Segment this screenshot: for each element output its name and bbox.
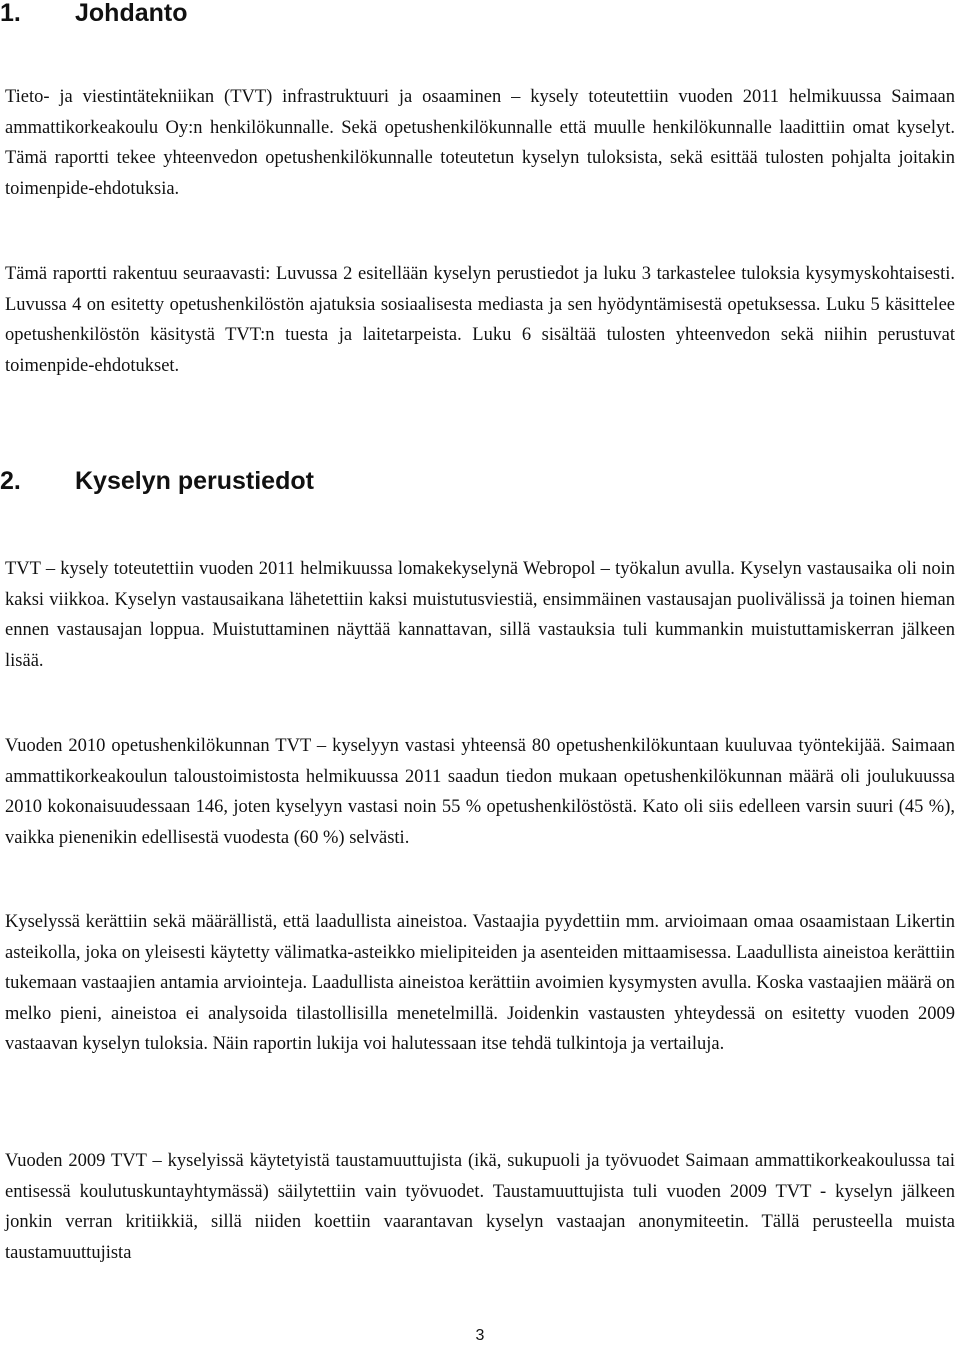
paragraph: Tämä raportti rakentuu seuraavasti: Luvussa 2 esitellään kyselyn perustiedot ja luku 3 tarkastelee tuloksia kysymyskohtaisesti. Luvussa 4 on esitetty opetushenkilöstön ajatuksia sosiaalisesta mediasta ja sen hyödyntämisestä opetuksessa. Luku 5 käsittelee opetushenkilöstön käsitystä TVT:n tuesta ja laitetarpeista. Luku 6 sisältää tulosten yhteenvedon sekä niihin perustuvat toimenpide-ehdotukset. [5, 264, 955, 376]
paragraph: Vuoden 2010 opetushenkilökunnan TVT – kyselyyn vastasi yhteensä 80 opetushenkilökuntaan kuuluvaa työntekijää. Saimaan ammattikorkeakoulun taloustoimistosta helmikuussa 2011 saadun tiedon mukaan opetushenkilökunnan määrä oli joulukuussa 2010 kokonaisuudessaan 146, joten kyselyyn vastasi noin 55 % opetushenkilöstöstä. Kato oli siis edelleen varsin suuri (45 %), vaikka pienenikin edellisestä vuodesta (60 %) selvästi. [5, 736, 955, 848]
section-heading-kyselyn-perustiedot [0, 466, 314, 496]
paragraph: Vuoden 2009 TVT – kyselyissä käytetyistä taustamuuttujista (ikä, sukupuoli ja työvuodet Saimaan ammattikorkeakoulussa tai entisessä koulutuskuntayhtymässä) säilytettiin vain työvuodet. Taustamuuttujista tuli vuoden 2009 TVT - kyselyn jälkeen jonkin verran kritiikkiä, sillä niiden koettiin vaarantavan kyselyn vastaajan anonymiteetin. Tällä perusteella muista taustamuuttujista [5, 1151, 955, 1263]
page-number: 3 [475, 1327, 485, 1344]
paragraph: Tieto- ja viestintätekniikan (TVT) infrastruktuuri ja osaaminen – kysely toteutettiin vuoden 2011 helmikuussa Saimaan ammattikorkeakoulu Oy:n henkilökunnalle. Sekä opetushenkilökunnalle että muulle henkilökunnalle laadittiin omat kyselyt. Tämä raportti tekee yhteenvedon opetushenkilökunnalle toteutetun kyselyn tuloksista, sekä esittää tulosten pohjalta joitakin toimenpide-ehdotuksia. [5, 87, 955, 199]
section-number: 1. [0, 0, 21, 27]
section-number: 2. [0, 467, 21, 495]
paragraph: Kyselyssä kerättiin sekä määrällistä, että laadullista aineistoa. Vastaajia pyydettiin mm. arvioimaan omaa osaamistaan Likertin asteikolla, joka on yleisesti käytetty välimatka-asteikko mielipiteiden ja asenteiden mittaamisessa. Laadullista aineistoa kerättiin tukemaan vastaajien antamia arviointeja. Laadullista aineistoa kerättiin avoimien kysymysten avulla. Koska vastaajien määrä on melko pieni, aineistoa ei analysoida tilastollisilla menetelmillä. Joidenkin vastausten yhteydessä on esitetty vuoden 2009 vastaavan kyselyn tuloksia. Näin raportin lukija voi halutessaan itse tehdä tulkintoja ja vertailuja. [5, 912, 955, 1054]
section-heading-johdanto [0, 0, 188, 28]
paragraph: TVT – kysely toteutettiin vuoden 2011 helmikuussa lomakekyselynä Webropol – työkalun avulla. Kyselyn vastausaika oli noin kaksi viikkoa. Kyselyn vastausaikana lähetettiin kaksi muistutusviestiä, ensimmäinen vastausajan puolivälissä ja toinen hieman ennen vastausajan loppua. Muistuttaminen näyttää kannattavan, sillä vastauksia tuli kummankin muistuttamiskerran jälkeen lisää. [5, 559, 955, 671]
section-title: Johdanto [75, 0, 188, 27]
section-title: Kyselyn perustiedot [75, 467, 314, 495]
